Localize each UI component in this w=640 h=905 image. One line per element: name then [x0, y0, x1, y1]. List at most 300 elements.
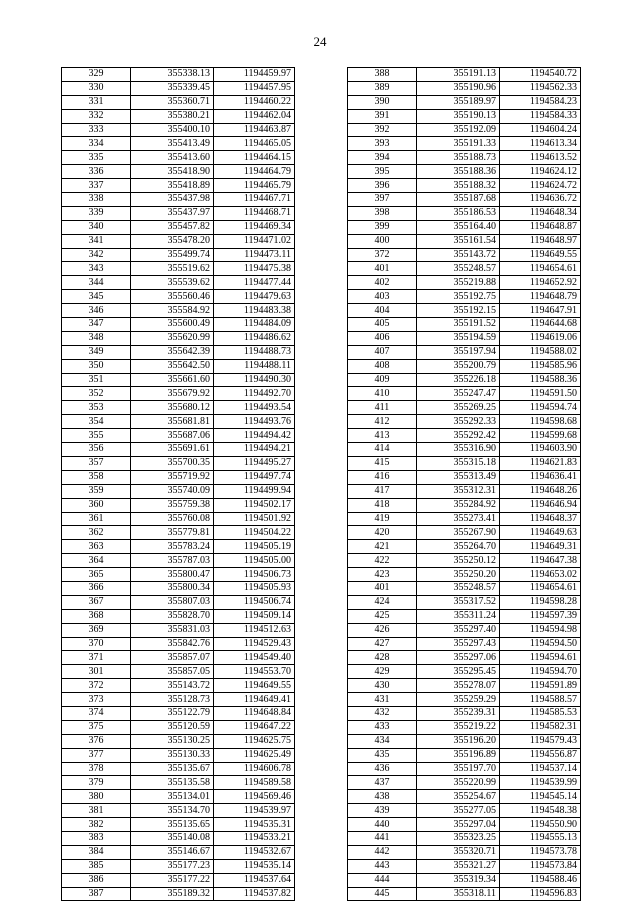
- x-coordinate-cell: 355140.08: [131, 831, 214, 845]
- point-number-cell: 346: [62, 304, 131, 318]
- point-number-cell: 394: [348, 151, 417, 165]
- table-row: [348, 581, 581, 595]
- point-number-cell: 334: [62, 137, 131, 151]
- y-coordinate-cell: 1194588.36: [500, 373, 581, 387]
- point-number-cell: 397: [348, 193, 417, 207]
- point-number-cell: 354: [62, 415, 131, 429]
- table-row: [62, 693, 295, 707]
- point-number-cell: 429: [348, 665, 417, 679]
- point-number-cell: 418: [348, 498, 417, 512]
- y-coordinate-cell: 1194647.38: [500, 554, 581, 568]
- y-coordinate-cell: 1194499.94: [214, 484, 295, 498]
- point-number-cell: 422: [348, 554, 417, 568]
- y-coordinate-cell: 1194471.02: [214, 234, 295, 248]
- y-coordinate-cell: 1194582.31: [500, 720, 581, 734]
- table-row: [62, 568, 295, 582]
- point-number-cell: 375: [62, 720, 131, 734]
- point-number-cell: 409: [348, 373, 417, 387]
- y-coordinate-cell: 1194464.15: [214, 151, 295, 165]
- y-coordinate-cell: 1194579.43: [500, 734, 581, 748]
- table-row: [62, 776, 295, 790]
- point-number-cell: 340: [62, 220, 131, 234]
- x-coordinate-cell: 355219.22: [417, 720, 500, 734]
- x-coordinate-cell: 355760.08: [131, 512, 214, 526]
- point-number-cell: 390: [348, 95, 417, 109]
- table-row: [348, 845, 581, 859]
- y-coordinate-cell: 1194649.63: [500, 526, 581, 540]
- table-row: [348, 387, 581, 401]
- y-coordinate-cell: 1194654.61: [500, 581, 581, 595]
- table-row: [62, 679, 295, 693]
- coordinates-table-right-body: [348, 68, 581, 901]
- table-row: [62, 609, 295, 623]
- y-coordinate-cell: 1194535.14: [214, 859, 295, 873]
- point-number-cell: 345: [62, 290, 131, 304]
- y-coordinate-cell: 1194529.43: [214, 637, 295, 651]
- y-coordinate-cell: 1194636.41: [500, 470, 581, 484]
- y-coordinate-cell: 1194648.84: [214, 706, 295, 720]
- table-row: [348, 873, 581, 887]
- point-number-cell: 395: [348, 165, 417, 179]
- x-coordinate-cell: 355220.99: [417, 776, 500, 790]
- coordinates-table-left: [61, 67, 295, 901]
- y-coordinate-cell: 1194539.97: [214, 804, 295, 818]
- x-coordinate-cell: 355284.92: [417, 498, 500, 512]
- table-row: [348, 818, 581, 832]
- y-coordinate-cell: 1194613.52: [500, 151, 581, 165]
- x-coordinate-cell: 355842.76: [131, 637, 214, 651]
- table-row: [348, 373, 581, 387]
- point-number-cell: 410: [348, 387, 417, 401]
- point-number-cell: 405: [348, 318, 417, 332]
- y-coordinate-cell: 1194512.63: [214, 623, 295, 637]
- y-coordinate-cell: 1194652.92: [500, 276, 581, 290]
- y-coordinate-cell: 1194488.11: [214, 359, 295, 373]
- x-coordinate-cell: 355135.65: [131, 818, 214, 832]
- point-number-cell: 443: [348, 859, 417, 873]
- table-row: [62, 415, 295, 429]
- point-number-cell: 371: [62, 651, 131, 665]
- table-row: [62, 193, 295, 207]
- x-coordinate-cell: 355264.70: [417, 540, 500, 554]
- x-coordinate-cell: 355317.52: [417, 595, 500, 609]
- table-row: [62, 373, 295, 387]
- point-number-cell: 382: [62, 818, 131, 832]
- table-row: [348, 679, 581, 693]
- y-coordinate-cell: 1194599.68: [500, 429, 581, 443]
- point-number-cell: 356: [62, 443, 131, 457]
- x-coordinate-cell: 355400.10: [131, 123, 214, 137]
- point-number-cell: 421: [348, 540, 417, 554]
- point-number-cell: 401: [348, 262, 417, 276]
- coordinates-table-right: [347, 67, 581, 901]
- x-coordinate-cell: 355254.67: [417, 790, 500, 804]
- x-coordinate-cell: 355642.39: [131, 345, 214, 359]
- table-row: [62, 387, 295, 401]
- y-coordinate-cell: 1194540.72: [500, 68, 581, 82]
- table-row: [348, 137, 581, 151]
- y-coordinate-cell: 1194604.24: [500, 123, 581, 137]
- x-coordinate-cell: 355197.70: [417, 762, 500, 776]
- table-row: [348, 512, 581, 526]
- point-number-cell: 423: [348, 568, 417, 582]
- y-coordinate-cell: 1194594.74: [500, 401, 581, 415]
- x-coordinate-cell: 355800.34: [131, 581, 214, 595]
- point-number-cell: 433: [348, 720, 417, 734]
- table-row: [62, 762, 295, 776]
- x-coordinate-cell: 355191.33: [417, 137, 500, 151]
- table-row: [62, 734, 295, 748]
- point-number-cell: 385: [62, 859, 131, 873]
- table-row: [348, 193, 581, 207]
- table-row: [348, 804, 581, 818]
- x-coordinate-cell: 355437.98: [131, 193, 214, 207]
- x-coordinate-cell: 355278.07: [417, 679, 500, 693]
- point-number-cell: 348: [62, 331, 131, 345]
- table-row: [348, 345, 581, 359]
- x-coordinate-cell: 355519.62: [131, 262, 214, 276]
- table-row: [62, 595, 295, 609]
- y-coordinate-cell: 1194625.75: [214, 734, 295, 748]
- point-number-cell: 343: [62, 262, 131, 276]
- coordinates-table-left-body: [62, 68, 295, 901]
- table-row: [348, 568, 581, 582]
- y-coordinate-cell: 1194545.14: [500, 790, 581, 804]
- x-coordinate-cell: 355642.50: [131, 359, 214, 373]
- y-coordinate-cell: 1194532.67: [214, 845, 295, 859]
- point-number-cell: 377: [62, 748, 131, 762]
- x-coordinate-cell: 355800.47: [131, 568, 214, 582]
- y-coordinate-cell: 1194490.30: [214, 373, 295, 387]
- point-number-cell: 401: [348, 581, 417, 595]
- table-row: [62, 123, 295, 137]
- point-number-cell: 339: [62, 206, 131, 220]
- table-row: [62, 540, 295, 554]
- y-coordinate-cell: 1194457.95: [214, 81, 295, 95]
- x-coordinate-cell: 355248.57: [417, 262, 500, 276]
- point-number-cell: 376: [62, 734, 131, 748]
- x-coordinate-cell: 355143.72: [417, 248, 500, 262]
- table-row: [348, 331, 581, 345]
- table-row: [348, 401, 581, 415]
- point-number-cell: 412: [348, 415, 417, 429]
- x-coordinate-cell: 355680.12: [131, 401, 214, 415]
- x-coordinate-cell: 355297.04: [417, 818, 500, 832]
- table-row: [348, 831, 581, 845]
- y-coordinate-cell: 1194647.22: [214, 720, 295, 734]
- x-coordinate-cell: 355191.13: [417, 68, 500, 82]
- point-number-cell: 372: [348, 248, 417, 262]
- y-coordinate-cell: 1194493.76: [214, 415, 295, 429]
- y-coordinate-cell: 1194585.53: [500, 706, 581, 720]
- table-row: [62, 429, 295, 443]
- y-coordinate-cell: 1194573.84: [500, 859, 581, 873]
- y-coordinate-cell: 1194598.68: [500, 415, 581, 429]
- y-coordinate-cell: 1194594.61: [500, 651, 581, 665]
- x-coordinate-cell: 355197.94: [417, 345, 500, 359]
- point-number-cell: 337: [62, 179, 131, 193]
- x-coordinate-cell: 355297.43: [417, 637, 500, 651]
- point-number-cell: 444: [348, 873, 417, 887]
- table-row: [62, 748, 295, 762]
- table-row: [348, 609, 581, 623]
- y-coordinate-cell: 1194594.98: [500, 623, 581, 637]
- x-coordinate-cell: 355259.29: [417, 693, 500, 707]
- y-coordinate-cell: 1194584.23: [500, 95, 581, 109]
- x-coordinate-cell: 355318.11: [417, 887, 500, 901]
- table-row: [348, 470, 581, 484]
- table-row: [62, 109, 295, 123]
- point-number-cell: 391: [348, 109, 417, 123]
- table-row: [62, 720, 295, 734]
- x-coordinate-cell: 355831.03: [131, 623, 214, 637]
- y-coordinate-cell: 1194598.28: [500, 595, 581, 609]
- y-coordinate-cell: 1194535.31: [214, 818, 295, 832]
- point-number-cell: 424: [348, 595, 417, 609]
- x-coordinate-cell: 355273.41: [417, 512, 500, 526]
- table-row: [348, 623, 581, 637]
- point-number-cell: 347: [62, 318, 131, 332]
- y-coordinate-cell: 1194505.19: [214, 540, 295, 554]
- y-coordinate-cell: 1194649.31: [500, 540, 581, 554]
- y-coordinate-cell: 1194649.41: [214, 693, 295, 707]
- y-coordinate-cell: 1194475.38: [214, 262, 295, 276]
- x-coordinate-cell: 355292.42: [417, 429, 500, 443]
- point-number-cell: 329: [62, 68, 131, 82]
- table-row: [62, 262, 295, 276]
- table-row: [62, 790, 295, 804]
- point-number-cell: 411: [348, 401, 417, 415]
- x-coordinate-cell: 355478.20: [131, 234, 214, 248]
- x-coordinate-cell: 355687.06: [131, 429, 214, 443]
- y-coordinate-cell: 1194648.79: [500, 290, 581, 304]
- point-number-cell: 364: [62, 554, 131, 568]
- point-number-cell: 441: [348, 831, 417, 845]
- table-row: [62, 304, 295, 318]
- table-row: [348, 165, 581, 179]
- y-coordinate-cell: 1194506.74: [214, 595, 295, 609]
- y-coordinate-cell: 1194624.12: [500, 165, 581, 179]
- point-number-cell: 381: [62, 804, 131, 818]
- x-coordinate-cell: 355164.40: [417, 220, 500, 234]
- x-coordinate-cell: 355661.60: [131, 373, 214, 387]
- y-coordinate-cell: 1194654.61: [500, 262, 581, 276]
- table-row: [348, 429, 581, 443]
- point-number-cell: 383: [62, 831, 131, 845]
- table-row: [348, 859, 581, 873]
- y-coordinate-cell: 1194573.78: [500, 845, 581, 859]
- y-coordinate-cell: 1194505.00: [214, 554, 295, 568]
- x-coordinate-cell: 355196.89: [417, 748, 500, 762]
- x-coordinate-cell: 355188.36: [417, 165, 500, 179]
- point-number-cell: 428: [348, 651, 417, 665]
- table-row: [62, 845, 295, 859]
- table-row: [62, 165, 295, 179]
- x-coordinate-cell: 355560.46: [131, 290, 214, 304]
- table-row: [348, 748, 581, 762]
- y-coordinate-cell: 1194588.57: [500, 693, 581, 707]
- x-coordinate-cell: 355418.90: [131, 165, 214, 179]
- point-number-cell: 360: [62, 498, 131, 512]
- point-number-cell: 402: [348, 276, 417, 290]
- point-number-cell: 352: [62, 387, 131, 401]
- x-coordinate-cell: 355143.72: [131, 679, 214, 693]
- table-row: [348, 443, 581, 457]
- y-coordinate-cell: 1194488.73: [214, 345, 295, 359]
- table-row: [62, 318, 295, 332]
- x-coordinate-cell: 355135.58: [131, 776, 214, 790]
- point-number-cell: 357: [62, 456, 131, 470]
- point-number-cell: 384: [62, 845, 131, 859]
- x-coordinate-cell: 355681.81: [131, 415, 214, 429]
- point-number-cell: 415: [348, 456, 417, 470]
- x-coordinate-cell: 355323.25: [417, 831, 500, 845]
- point-number-cell: 369: [62, 623, 131, 637]
- y-coordinate-cell: 1194459.97: [214, 68, 295, 82]
- table-row: [62, 81, 295, 95]
- x-coordinate-cell: 355700.35: [131, 456, 214, 470]
- table-row: [62, 248, 295, 262]
- table-row: [62, 887, 295, 901]
- table-row: [62, 470, 295, 484]
- y-coordinate-cell: 1194584.33: [500, 109, 581, 123]
- x-coordinate-cell: 355192.15: [417, 304, 500, 318]
- x-coordinate-cell: 355857.07: [131, 651, 214, 665]
- table-row: [62, 331, 295, 345]
- x-coordinate-cell: 355783.24: [131, 540, 214, 554]
- x-coordinate-cell: 355413.60: [131, 151, 214, 165]
- y-coordinate-cell: 1194588.46: [500, 873, 581, 887]
- y-coordinate-cell: 1194464.79: [214, 165, 295, 179]
- y-coordinate-cell: 1194484.09: [214, 318, 295, 332]
- x-coordinate-cell: 355191.52: [417, 318, 500, 332]
- y-coordinate-cell: 1194509.14: [214, 609, 295, 623]
- x-coordinate-cell: 355380.21: [131, 109, 214, 123]
- point-number-cell: 389: [348, 81, 417, 95]
- x-coordinate-cell: 355312.31: [417, 484, 500, 498]
- y-coordinate-cell: 1194473.11: [214, 248, 295, 262]
- table-row: [348, 220, 581, 234]
- x-coordinate-cell: 355188.32: [417, 179, 500, 193]
- point-number-cell: 338: [62, 193, 131, 207]
- table-row: [348, 734, 581, 748]
- table-row: [62, 831, 295, 845]
- point-number-cell: 342: [62, 248, 131, 262]
- point-number-cell: 378: [62, 762, 131, 776]
- x-coordinate-cell: 355457.82: [131, 220, 214, 234]
- point-number-cell: 430: [348, 679, 417, 693]
- y-coordinate-cell: 1194606.78: [214, 762, 295, 776]
- y-coordinate-cell: 1194492.70: [214, 387, 295, 401]
- x-coordinate-cell: 355194.59: [417, 331, 500, 345]
- x-coordinate-cell: 355130.25: [131, 734, 214, 748]
- y-coordinate-cell: 1194648.87: [500, 220, 581, 234]
- x-coordinate-cell: 355857.05: [131, 665, 214, 679]
- y-coordinate-cell: 1194585.96: [500, 359, 581, 373]
- table-row: [348, 262, 581, 276]
- table-row: [348, 109, 581, 123]
- x-coordinate-cell: 355360.71: [131, 95, 214, 109]
- x-coordinate-cell: 355413.49: [131, 137, 214, 151]
- table-row: [348, 790, 581, 804]
- x-coordinate-cell: 355620.99: [131, 331, 214, 345]
- y-coordinate-cell: 1194648.26: [500, 484, 581, 498]
- point-number-cell: 427: [348, 637, 417, 651]
- table-row: [348, 540, 581, 554]
- x-coordinate-cell: 355200.79: [417, 359, 500, 373]
- table-row: [62, 456, 295, 470]
- y-coordinate-cell: 1194501.92: [214, 512, 295, 526]
- point-number-cell: 366: [62, 581, 131, 595]
- point-number-cell: 439: [348, 804, 417, 818]
- table-row: [62, 651, 295, 665]
- table-row: [348, 651, 581, 665]
- y-coordinate-cell: 1194648.37: [500, 512, 581, 526]
- point-number-cell: 403: [348, 290, 417, 304]
- y-coordinate-cell: 1194533.21: [214, 831, 295, 845]
- table-row: [62, 151, 295, 165]
- y-coordinate-cell: 1194621.83: [500, 456, 581, 470]
- x-coordinate-cell: 355239.31: [417, 706, 500, 720]
- point-number-cell: 393: [348, 137, 417, 151]
- x-coordinate-cell: 355130.33: [131, 748, 214, 762]
- y-coordinate-cell: 1194562.33: [500, 81, 581, 95]
- y-coordinate-cell: 1194636.72: [500, 193, 581, 207]
- table-row: [62, 68, 295, 82]
- y-coordinate-cell: 1194588.02: [500, 345, 581, 359]
- y-coordinate-cell: 1194506.73: [214, 568, 295, 582]
- x-coordinate-cell: 355315.18: [417, 456, 500, 470]
- x-coordinate-cell: 355295.45: [417, 665, 500, 679]
- table-row: [62, 804, 295, 818]
- point-number-cell: 408: [348, 359, 417, 373]
- y-coordinate-cell: 1194591.89: [500, 679, 581, 693]
- point-number-cell: 372: [62, 679, 131, 693]
- y-coordinate-cell: 1194537.82: [214, 887, 295, 901]
- x-coordinate-cell: 355189.32: [131, 887, 214, 901]
- table-row: [348, 359, 581, 373]
- x-coordinate-cell: 355311.24: [417, 609, 500, 623]
- x-coordinate-cell: 355248.57: [417, 581, 500, 595]
- point-number-cell: 425: [348, 609, 417, 623]
- table-row: [62, 512, 295, 526]
- y-coordinate-cell: 1194468.71: [214, 206, 295, 220]
- point-number-cell: 392: [348, 123, 417, 137]
- table-row: [62, 554, 295, 568]
- point-number-cell: 406: [348, 331, 417, 345]
- table-row: [62, 401, 295, 415]
- x-coordinate-cell: 355297.06: [417, 651, 500, 665]
- x-coordinate-cell: 355134.01: [131, 790, 214, 804]
- point-number-cell: 349: [62, 345, 131, 359]
- table-row: [62, 859, 295, 873]
- point-number-cell: 341: [62, 234, 131, 248]
- table-row: [348, 81, 581, 95]
- point-number-cell: 358: [62, 470, 131, 484]
- table-row: [348, 304, 581, 318]
- x-coordinate-cell: 355250.12: [417, 554, 500, 568]
- x-coordinate-cell: 355539.62: [131, 276, 214, 290]
- point-number-cell: 361: [62, 512, 131, 526]
- point-number-cell: 399: [348, 220, 417, 234]
- point-number-cell: 414: [348, 443, 417, 457]
- table-row: [62, 206, 295, 220]
- y-coordinate-cell: 1194589.58: [214, 776, 295, 790]
- y-coordinate-cell: 1194494.42: [214, 429, 295, 443]
- table-row: [62, 581, 295, 595]
- y-coordinate-cell: 1194504.22: [214, 526, 295, 540]
- table-row: [62, 290, 295, 304]
